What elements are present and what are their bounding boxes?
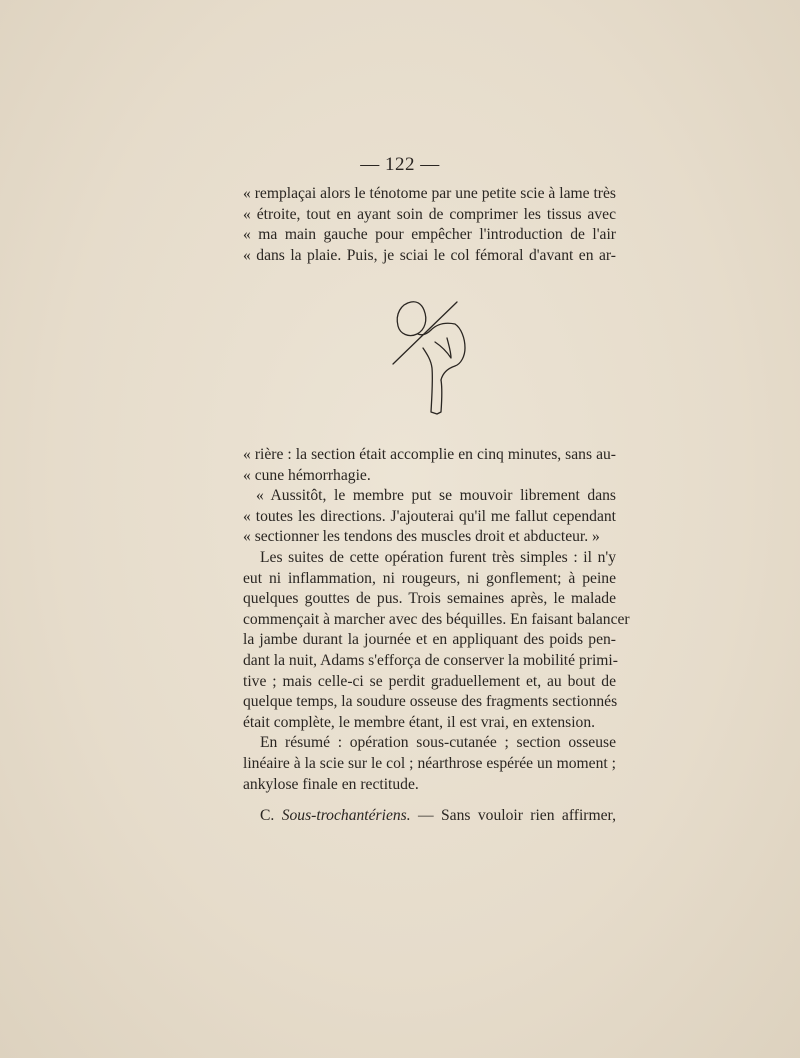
femur-shaft-outline xyxy=(423,348,442,414)
text-block-top xyxy=(243,184,616,266)
text-block-main xyxy=(243,445,630,795)
text-line: « Aussitôt, le membre put se mouvoir librement dans xyxy=(256,487,616,505)
text-line: « étroite, tout en ayant soin de comprimer les tissus avec xyxy=(243,205,616,223)
trochanter-inner-line xyxy=(435,338,451,358)
text-line: « toutes les directions. J'ajouterai qu'il me fallut cependant xyxy=(243,507,616,525)
text-line: « ma main gauche pour empêcher l'introduction de l'air xyxy=(243,226,616,244)
femoral-head-outline xyxy=(397,302,426,336)
section-letter: C. xyxy=(260,807,275,824)
section-title: Sous-trochantériens. xyxy=(281,807,411,824)
text-line: ankylose finale en rectitude. xyxy=(243,775,419,793)
text-line: linéaire à la scie sur le col ; néarthrose espérée un moment ; xyxy=(243,754,616,772)
text-line: commençait à marcher avec des béquilles. En faisant balancer xyxy=(243,610,630,628)
text-line: Les suites de cette opération furent très simples : il n'y xyxy=(260,548,616,566)
text-line: En résumé : opération sous-cutanée ; section osseuse xyxy=(260,734,616,752)
text-line: la jambe durant la journée et en appliquant des poids pen- xyxy=(243,631,616,649)
text-line: « cune hémorrhagie. xyxy=(243,466,371,484)
text-line: eut ni inflammation, ni rougeurs, ni gonflement; à peine xyxy=(243,569,616,587)
text-line: « rière : la section était accomplie en cinq minutes, sans au- xyxy=(243,446,616,463)
section-heading-line xyxy=(243,806,616,827)
text-line: quelques gouttes de pus. Trois semaines après, le malade xyxy=(243,590,616,608)
text-line: était complète, le membre étant, il est vrai, en extension. xyxy=(243,713,596,731)
femur-section-sketch xyxy=(385,294,475,424)
text-line: tive ; mais celle-ci se perdit graduellement et, au bout de xyxy=(243,672,616,690)
text-line: « sectionner les tendons des muscles droit et abducteur. » xyxy=(243,528,600,546)
text-line: « dans la plaie. Puis, je sciai le col fémoral d'avant en ar- xyxy=(243,246,616,264)
text-line: « remplaçai alors le ténotome par une petite scie à lame très xyxy=(243,185,616,202)
text-line: quelque temps, la soudure osseuse des fragments sectionnés xyxy=(243,693,618,711)
section-text: — Sans vouloir rien affirmer, xyxy=(418,807,616,824)
page-number: — 122 — xyxy=(360,154,440,175)
text-line: dant la nuit, Adams s'efforça de conserver la mobilité primi- xyxy=(243,651,618,669)
